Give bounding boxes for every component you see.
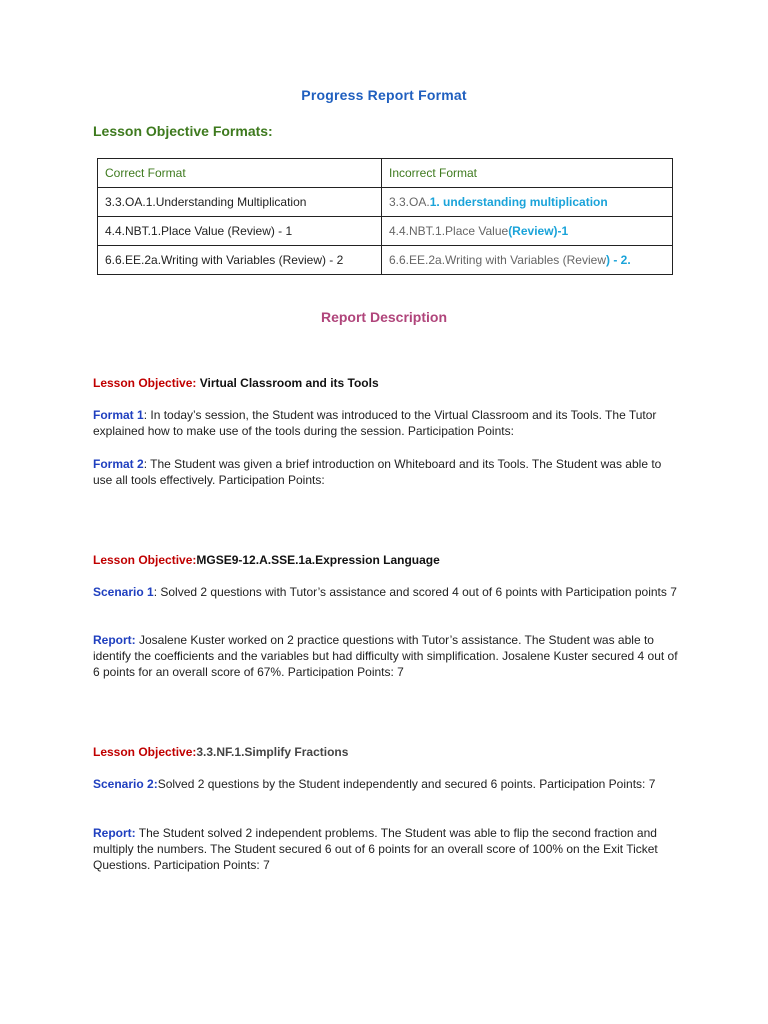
lesson-objective-value: 3.3.NF.1.Simplify Fractions xyxy=(196,745,349,759)
correct-format-cell: 3.3.OA.1.Understanding Multiplication xyxy=(98,188,382,217)
report-1-label: Report: xyxy=(93,633,136,647)
lesson-objective-value: Virtual Classroom and its Tools xyxy=(196,376,379,390)
scenario-2-label: Scenario 2: xyxy=(93,777,158,791)
format-table xyxy=(97,158,673,275)
incorrect-highlight-text: 1. understanding multiplication xyxy=(429,195,608,209)
lesson-objective-label: Lesson Objective: xyxy=(93,376,197,390)
scenario-2-paragraph xyxy=(93,776,683,792)
incorrect-plain-text: 3.3.OA. xyxy=(389,195,430,209)
format-2-text: : The Student was given a brief introduction on Whiteboard and its Tools. The Student was able to use all tools effectively. Participation Points: xyxy=(93,457,662,487)
lesson-objective-1 xyxy=(93,375,683,391)
table-row xyxy=(98,217,673,246)
format-2-label: Format 2 xyxy=(93,457,144,471)
table-row xyxy=(98,246,673,275)
lesson-objective-2 xyxy=(93,552,683,568)
report-2-text: The Student solved 2 independent problems. The Student was able to flip the second fraction and multiply the numbers. The Student secured 6 out of 6 points for an overall score of 100% on the Exit Ticket Questions. Participation Points: 7 xyxy=(93,826,658,872)
report-2-paragraph xyxy=(93,825,683,873)
lesson-objective-value: MGSE9-12.A.SSE.1a.Expression Language xyxy=(196,553,440,567)
format-1-paragraph xyxy=(93,407,683,439)
lesson-objective-3 xyxy=(93,744,683,760)
scenario-1-paragraph xyxy=(93,584,683,600)
incorrect-highlight-text: (Review)-1 xyxy=(508,224,569,238)
header-incorrect-format: Incorrect Format xyxy=(382,159,673,188)
report-2-label: Report: xyxy=(93,826,136,840)
incorrect-format-cell xyxy=(382,188,673,217)
incorrect-plain-text: 6.6.EE.2a.Writing with Variables (Review xyxy=(389,253,606,267)
incorrect-highlight-text: ) - 2. xyxy=(605,253,631,267)
incorrect-plain-text: 4.4.NBT.1.Place Value xyxy=(389,224,509,238)
incorrect-format-cell xyxy=(382,217,673,246)
lesson-objective-label: Lesson Objective: xyxy=(93,745,197,759)
scenario-1-label: Scenario 1 xyxy=(93,585,154,599)
report-1-text: Josalene Kuster worked on 2 practice questions with Tutor’s assistance. The Student was able to identify the coefficients and the variables but had difficulty with simplification. Josalene Kuster secured 4 out of 6 points for an overall score of 67%. Participation Points: 7 xyxy=(93,633,678,679)
scenario-1-text: : Solved 2 questions with Tutor’s assistance and scored 4 out of 6 points with Participation points 7 xyxy=(153,585,677,599)
lesson-objective-label: Lesson Objective: xyxy=(93,553,197,567)
header-correct-format: Correct Format xyxy=(98,159,382,188)
report-1-paragraph xyxy=(93,632,683,680)
page-title: Progress Report Format xyxy=(301,87,467,103)
format-1-label: Format 1 xyxy=(93,408,144,422)
lesson-objective-formats-heading: Lesson Objective Formats: xyxy=(93,123,273,139)
format-2-paragraph xyxy=(93,456,683,488)
table-header-row xyxy=(98,159,673,188)
correct-format-cell: 6.6.EE.2a.Writing with Variables (Review) - 2 xyxy=(98,246,382,275)
scenario-2-text: Solved 2 questions by the Student independently and secured 6 points. Participation Points: 7 xyxy=(157,777,656,791)
correct-format-cell: 4.4.NBT.1.Place Value (Review) - 1 xyxy=(98,217,382,246)
table-row xyxy=(98,188,673,217)
format-1-text: : In today’s session, the Student was introduced to the Virtual Classroom and its Tools. The Tutor explained how to make use of the tools during the session. Participation Points: xyxy=(93,408,657,438)
incorrect-format-cell xyxy=(382,246,673,275)
report-description-heading: Report Description xyxy=(320,309,447,325)
